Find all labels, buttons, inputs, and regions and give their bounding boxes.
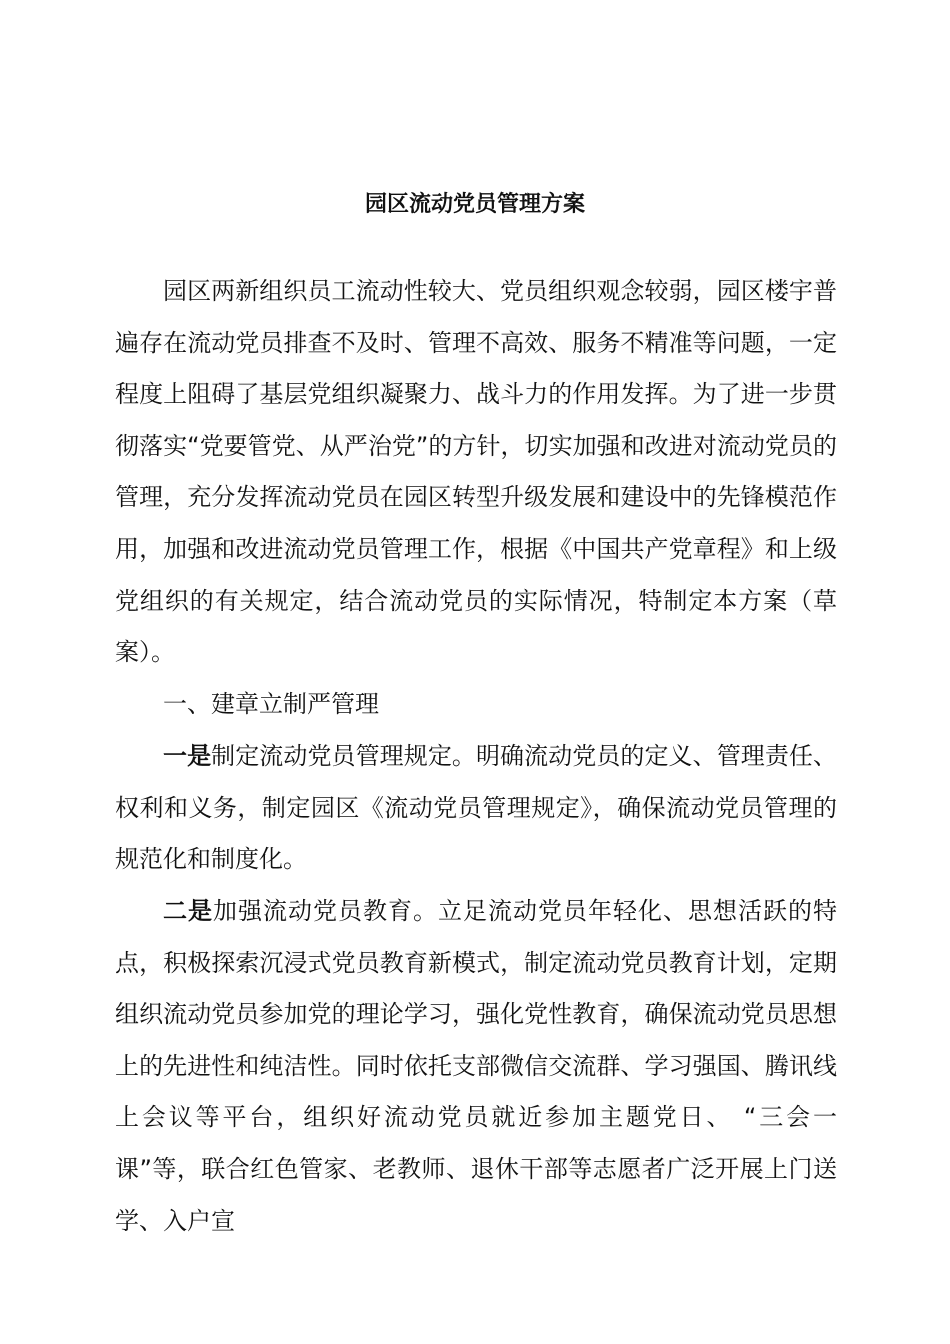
intro-paragraph: 园区两新组织员工流动性较大、党员组织观念较弱，园区楼宇普遍存在流动党员排查不及时、管理不高效、服务不精准等问题，一定程度上阻碍了基层党组织凝聚力、战斗力的作用发挥。为了进一步贯彻落实“党要管党、从严治党”的方针，切实加强和改进对流动党员的管理，充分发挥流动党员在园区转型升级发展和建设中的先锋模范作用，加强和改进流动党员管理工作，根据《中国共产党章程》和上级党组织的有关规定，结合流动党员的实际情况，特制定本方案（草案）。 (115, 277, 837, 667)
list-item (115, 886, 837, 1247)
item-text: 加强流动党员教育。立足流动党员年轻化、思想活跃的特点，积极探索沉浸式党员教育新模式，制定流动党员教育计划，定期组织流动党员参加党的理论学习，强化党性教育，确保流动党员思想上的先进性和纯洁性。同时依托支部微信交流群、学习强国、腾讯线上会议等平台，组织好流动党员就近参加主题党日、 “三会一课”等，联合红色管家、老教师、退休干部等志愿者广泛开展上门送学、入户宣 (115, 897, 837, 1235)
item-lead: 二是 (163, 897, 213, 925)
item-text: 制定流动党员管理规定。明确流动党员的定义、管理责任、权利和义务，制定园区《流动党员管理规定》，确保流动党员管理的规范化和制度化。 (115, 742, 838, 874)
section-heading: 一、建章立制严管理 (163, 690, 379, 718)
item-lead: 一是 (163, 742, 212, 770)
list-item (115, 731, 837, 886)
document-title: 园区流动党员管理方案 (364, 192, 585, 217)
